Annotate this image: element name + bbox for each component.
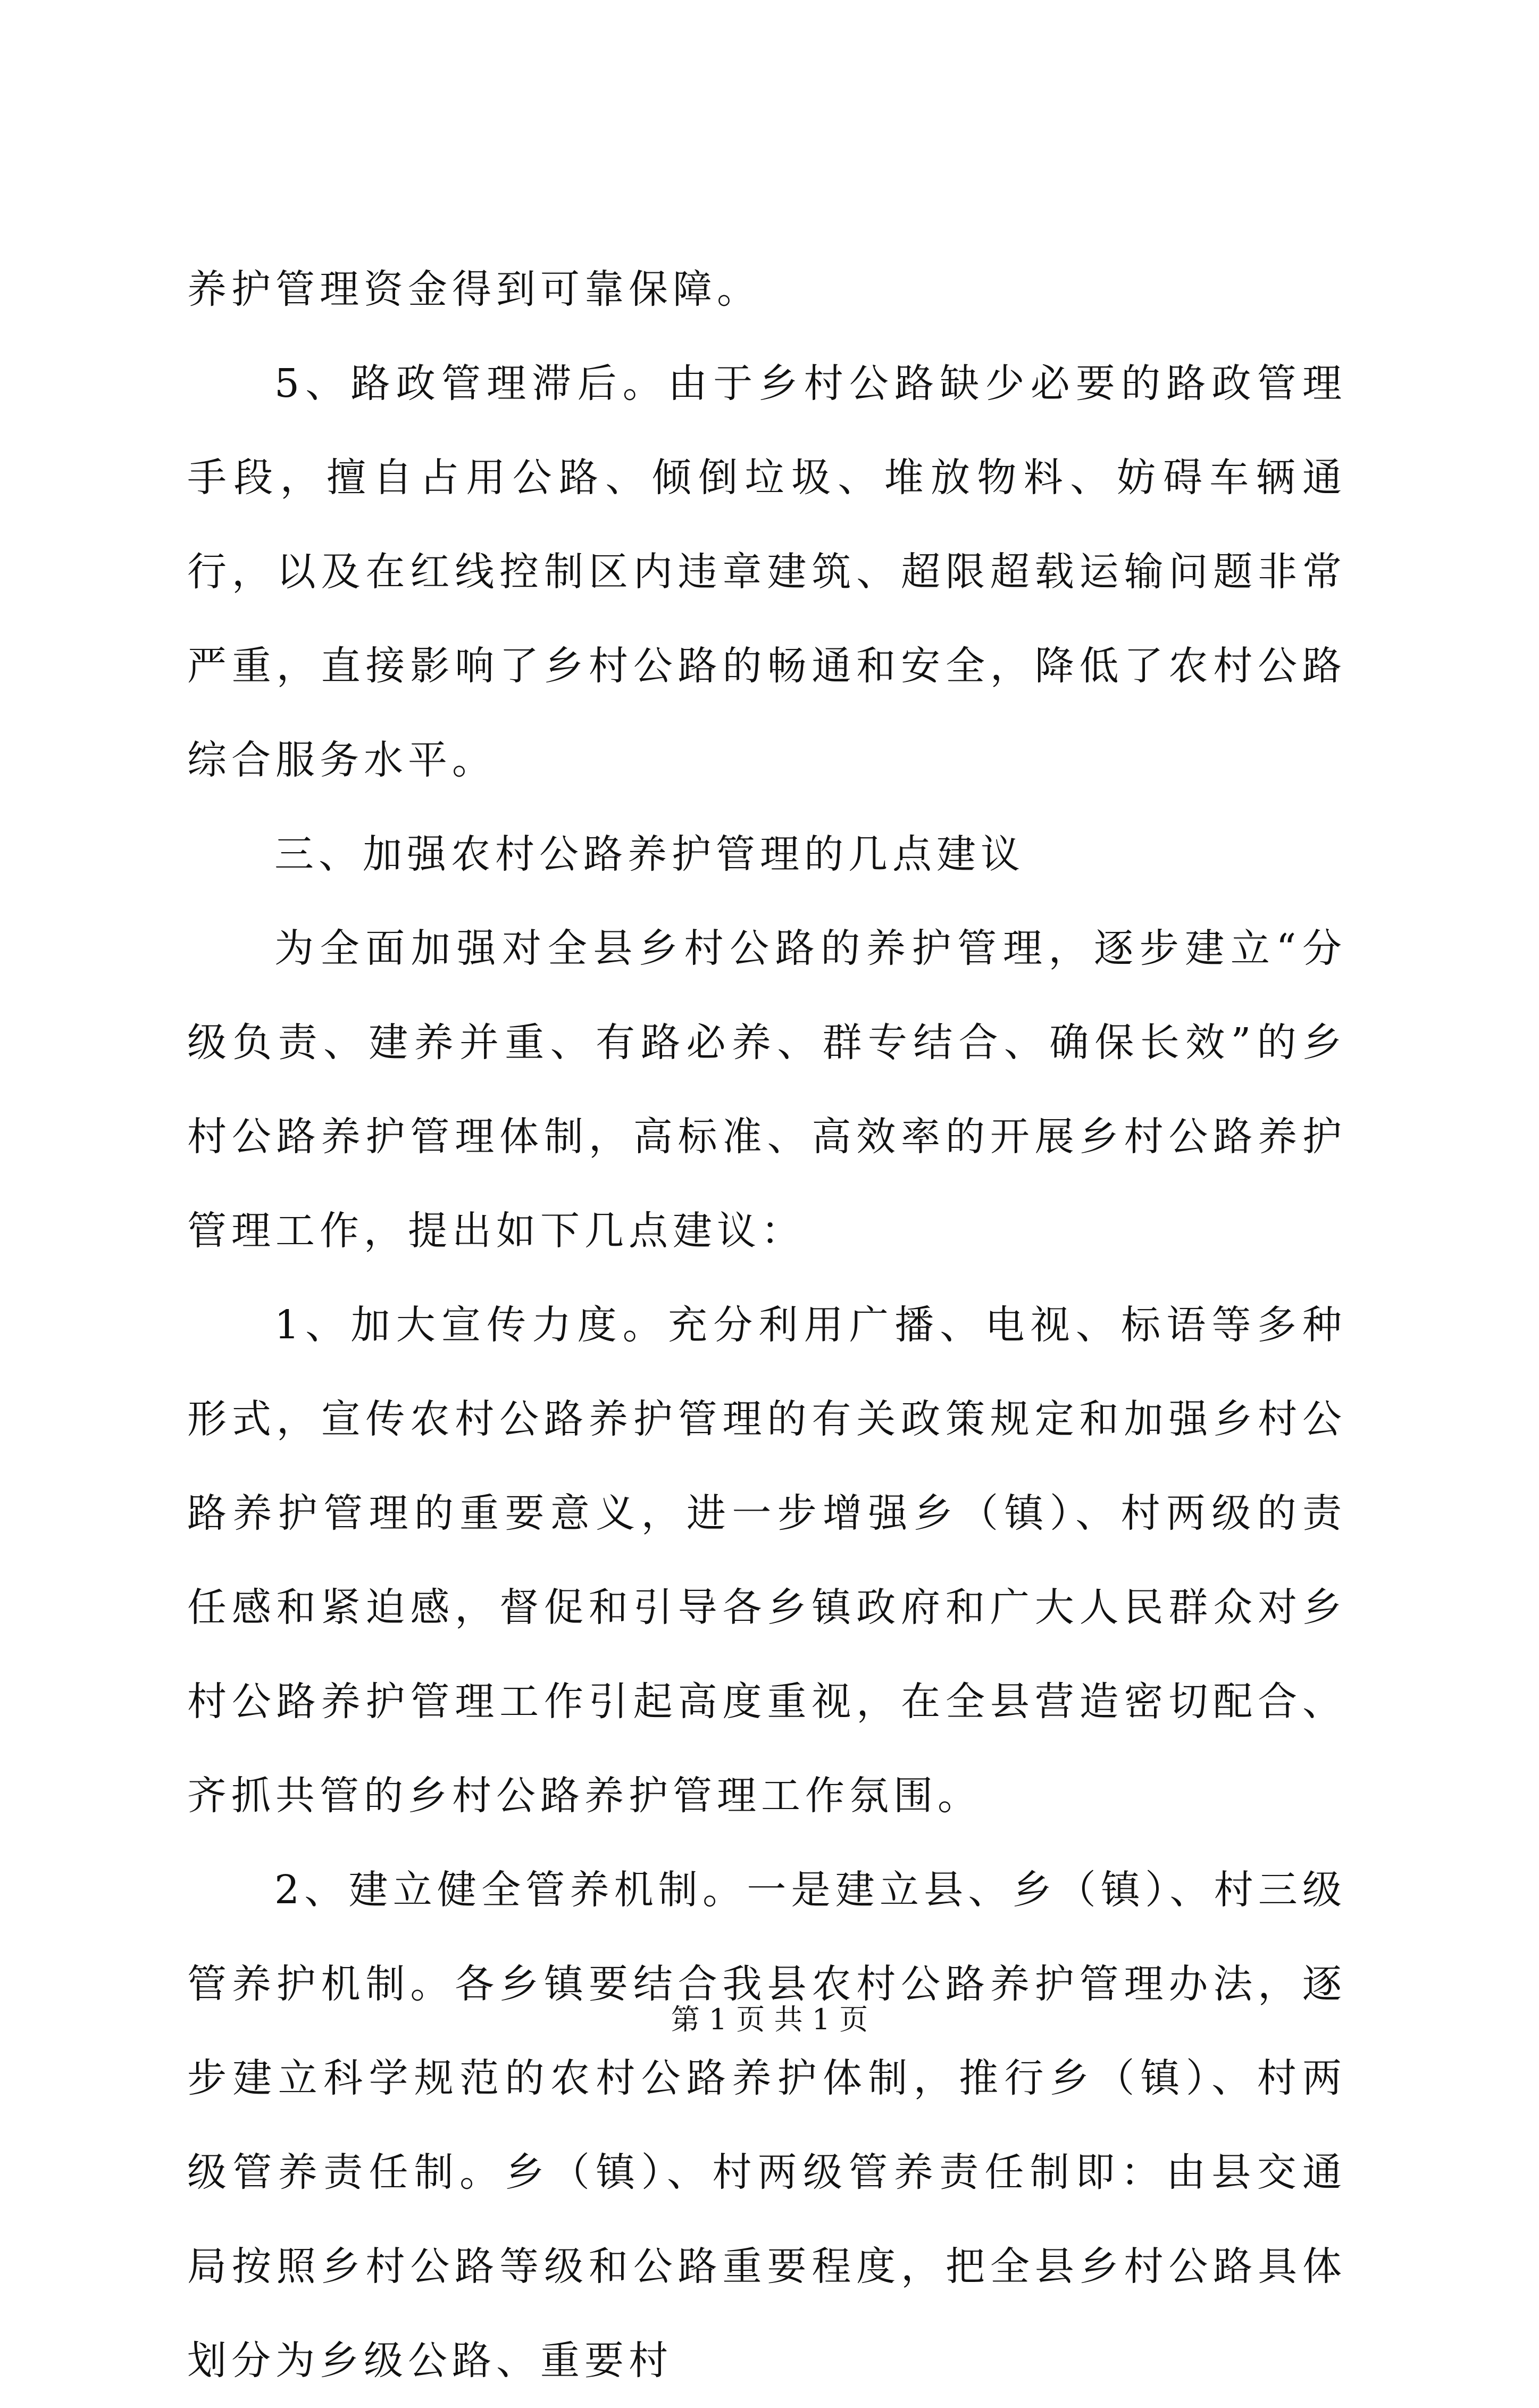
paragraph-5: 2、建立健全管养机制。一是建立县、乡（镇）、村三级管养护机制。各乡镇要结合我县农村公路养护管理办法，逐步建立科学规范的农村公路养护体制，推行乡（镇）、村两级管养责任制。乡（镇）、村两级管养责任制即：由县交通局按照乡村公路等级和公路重要程度，把全县乡村公路具体划分为乡级公路、重要村 — [187, 1867, 1346, 2384]
paragraph-3: 为全面加强对全县乡村公路的养护管理，逐步建立“分级负责、建养并重、有路必养、群专结合、确保长效”的乡村公路养护管理体制，高标准、高效率的开展乡村公路养护管理工作，提出如下几点建议： — [187, 926, 1346, 1254]
paragraph-2: 5、路政管理滞后。由于乡村公路缺少必要的路政管理手段，擅自占用公路、倾倒垃圾、堆放物料、妨碍车辆通行，以及在红线控制区内违章建筑、超限超载运输问题非常严重，直接影响了乡村公路的畅通和安全，降低了农村公路综合服务水平。 — [187, 361, 1346, 783]
section-heading: 三、加强农村公路养护管理的几点建议 — [274, 831, 1025, 877]
document-body — [187, 243, 1346, 2408]
paragraph-1: 养护管理资金得到可靠保障。 — [187, 266, 761, 312]
page-number: 第 1 页 共 1 页 — [671, 2003, 868, 2036]
paragraph-4: 1、加大宣传力度。充分利用广播、电视、标语等多种形式，宣传农村公路养护管理的有关政策规定和加强乡村公路养护管理的重要意义，进一步增强乡（镇）、村两级的责任感和紧迫感，督促和引导各乡镇政府和广大人民群众对乡村公路养护管理工作引起高度重视，在全县营造密切配合、齐抓共管的乡村公路养护管理工作氛围。 — [187, 1302, 1346, 1819]
page-footer — [0, 2001, 1539, 2038]
